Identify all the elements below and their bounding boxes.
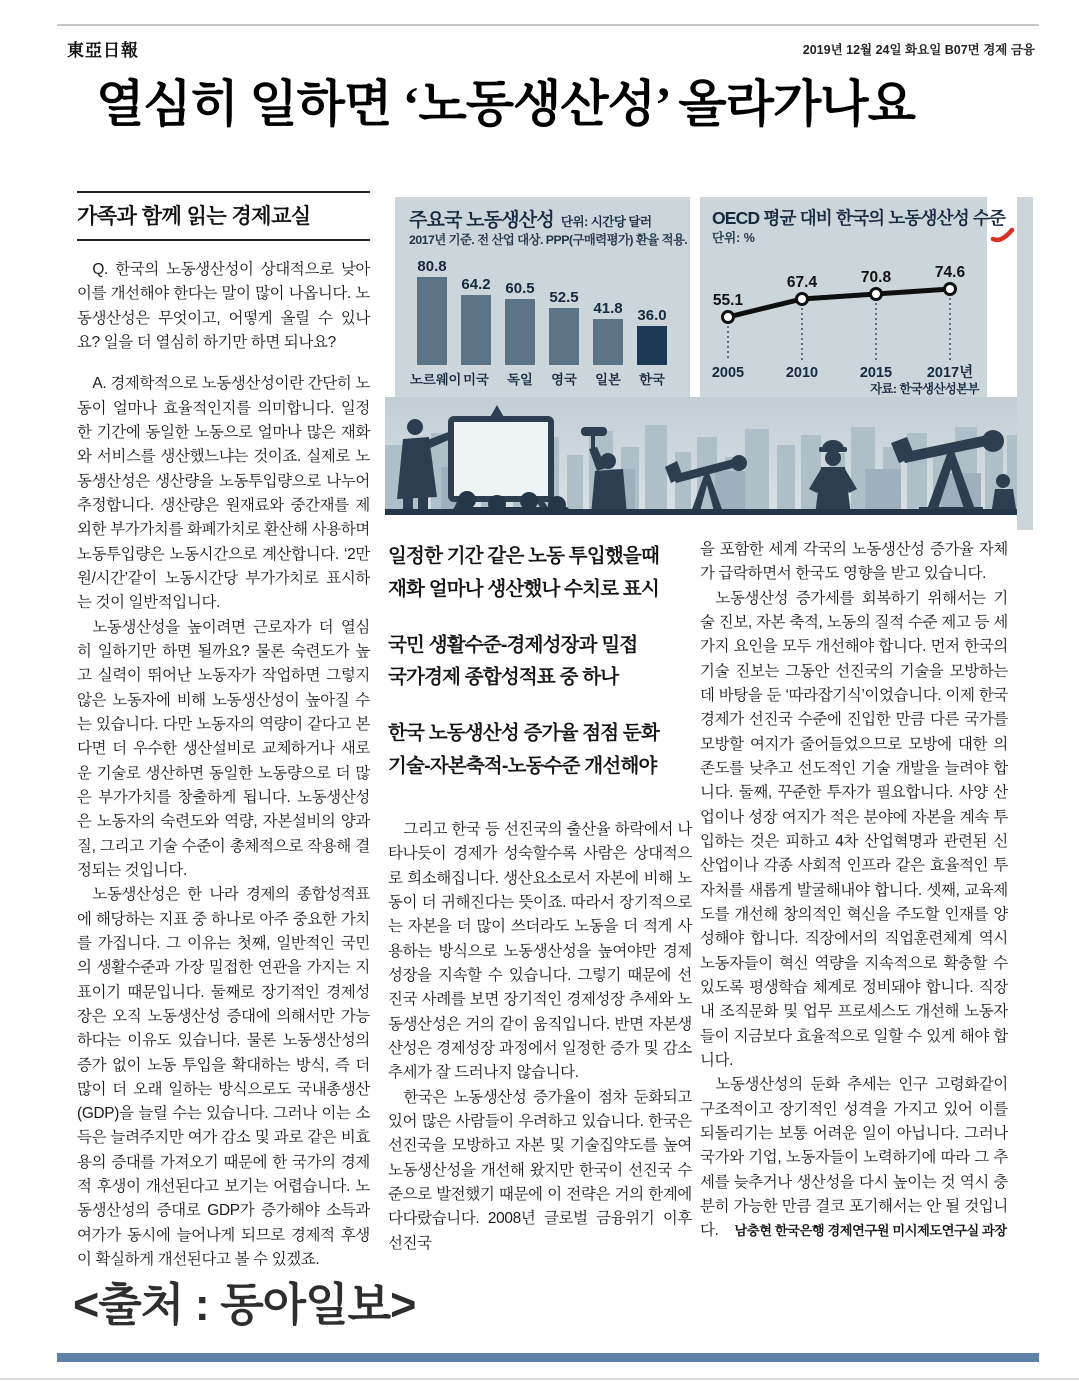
bar-category: 미국 [463, 372, 489, 387]
bar-미국 [461, 295, 491, 365]
bar-영국 [549, 308, 579, 365]
bottom-accent-bar [57, 1353, 1039, 1362]
bar-value: 41.8 [593, 300, 623, 317]
red-pen-mark [990, 226, 1016, 244]
bar-한국 [637, 326, 667, 365]
section-label: 가족과 함께 읽는 경제교실 [77, 205, 311, 228]
paragraph: 노동생산성의 둔화 추세는 인구 고령화같이 구조적이고 장기적인 성격을 가지고 있어 이를 되돌리기는 보통 어려운 일이 아닙니다. 그러나 국가와 기업, 노동자들이 노력하기에 따라 그 추세를 늦추거나 생산성을 다시 높이는 것 역시 충분히 가능한 만큼 결코 포기해서는 안 될 것입니다. 남충현 한국은행 경제연구원 미시제도연구실 과장 [700, 1076, 1008, 1240]
article-column-left [77, 258, 370, 1269]
bar-value: 52.5 [549, 289, 579, 306]
newspaper-masthead: 東亞日報 [67, 41, 139, 60]
workers-cityscape-illustration [385, 397, 1017, 515]
bar-value: 64.2 [461, 276, 491, 293]
source-caption: <출처 : 동아일보> [73, 1279, 416, 1330]
paragraph: 노동생산성을 높이려면 근로자가 더 열심히 일하기만 하면 될까요? 물론 숙련도가 높고 실력이 뛰어난 노동자가 작업하면 그렇지 않은 노동자에 비해 노동생산성이 높아질 수는 있습니다. 다만 노동자의 역량이 같다고 본다면 더 우수한 생산설비로 교체하거나 새로운 기술로 생산하면 동일한 노동량으로 더 많은 부가가치를 창출하게 됩니다. 노동생산성은 노동자의 숙련도와 역량, 자본설비의 양과 질, 그리고 기술 수준이 총체적으로 작용해 결정되는 것입니다. [77, 618, 370, 879]
bar-category: 일본 [595, 372, 621, 387]
paragraph: 한국은 노동생산성 증가율이 점차 둔화되고 있어 많은 사람들이 우려하고 있습니다. 한국은 선진국을 모방하고 자본 및 기술집약도를 높여 노동생산성을 개선해 왔지만 한국이 선진국 수준으로 발전했기 때문에 이 전략은 거의 한계에 다다랐습니다. 2008년 글로벌 금융위기 이후 선진국 [388, 1088, 692, 1252]
paragraph: 노동생산성은 한 나라 경제의 종합성적표에 해당하는 지표 중 하나로 아주 중요한 가치를 가집니다. 그 이유는 첫째, 일반적인 국민의 생활수준과 가장 밀접한 연관을 가지는 지표이기 때문입니다. 둘째로 장기적인 경제성장은 오직 노동생산성 증대에 의해서만 가능하다는 이유도 있습니다. 물론 노동생산성의 증가 없이 노동 투입을 확대하는 방식, 즉 더 많이 더 오래 일하는 방식으로도 국내총생산(GDP)을 늘릴 수는 있습니다. 그러나 이는 소득은 늘려주지만 여가 감소 및 과로 같은 비효용의 증대를 가져오기 때문에 한 국가의 경제적 후생이 개선된다고 보기는 어렵습니다. 노동생산성의 증대로 GDP가 증가해야 소득과 여가가 동시에 늘어나게 되므로 경제적 후생이 확실하게 개선된다고 볼 수 있겠죠. [77, 886, 370, 1269]
bottom-page-rule [0, 1378, 1079, 1380]
bar-노르웨이 [417, 277, 447, 365]
line-chart-title: OECD 평균 대비 한국의 노동생산성 수준 [712, 208, 1006, 228]
paragraph: A. 경제학적으로 노동생산성이란 간단히 노동이 얼마나 효율적인지를 의미합니다. 일정한 기간에 동일한 노동으로 얼마나 많은 재화와 서비스를 생산했느냐는 것이죠. 실제로 노동생산성은 생산량을 노동투입량으로 나누어 추정합니다. 생산량은 원재료와 중간재를 제외한 부가가치를 화폐가치로 환산해 사용하며 노동투입량은 노동시간으로 계산합니다. ‘2만 원/시간’같이 노동시간당 부가가치로 표시하는 것이 일반적입니다. [77, 375, 370, 612]
bar-value: 36.0 [637, 307, 667, 324]
paragraph: 노동생산성 증가세를 회복하기 위해서는 기술 진보, 자본 축적, 노동의 질적 수준 제고 등 세 가지 요인을 모두 개선해야 합니다. 먼저 한국의 기술 진보는 그동안 선진국의 기술을 모방하는 데 바탕을 둔 ‘따라잡기식’이었습니다. 이제 한국 경제가 선진국 수준에 진입한 만큼 다른 국가를 모방할 여지가 줄어들었으므로 모방에 대한 의존도를 낮추고 선도적인 기술 개발을 늘려야 합니다. 둘째, 꾸준한 투자가 필요합니다. 사양 산업이나 성장 여지가 적은 분야에 자본을 계속 투입하는 것은 피하고 4차 산업혁명과 관련된 신산업이나 각종 사회적 인프라 같은 효율적인 투자처를 새롭게 발굴해내야 합니다. 셋째, 교육제도를 개선해 창의적인 혁신을 주도할 인재를 양성해야 합니다. 직장에서의 직업훈련체계 역시 노동자들이 혁신 역량을 지속적으로 확충할 수 있도록 평생학습 체계로 정비돼야 합니다. 직장 내 조직문화 및 업무 프로세스도 개선해 노동자들이 지금보다 효율적으로 일할 수 있게 해야 합니다. [700, 589, 1008, 1069]
line-chart-unit: 단위: % [712, 231, 755, 245]
bar-chart-unit: 단위: 시간당 달러 [560, 215, 652, 229]
svg-text:74.6: 74.6 [934, 264, 966, 281]
svg-text:2015: 2015 [859, 365, 893, 381]
paragraph: 을 포함한 세계 각국의 노동생산성 증가율 자체가 급락하면서 한국도 영향을 받고 있습니다. [700, 541, 1008, 583]
chart-source: 자료: 한국생산성본부 [870, 382, 979, 396]
svg-text:67.4: 67.4 [786, 274, 818, 291]
article-column-right [700, 538, 1008, 1238]
pull-quote: 일정한 기간 같은 노동 투입했을때 재화 얼마나 생산했나 수치로 표시 [388, 545, 659, 600]
bar-value: 60.5 [505, 280, 535, 297]
bar-chart-panel [395, 197, 690, 400]
svg-text:70.8: 70.8 [860, 269, 892, 286]
pull-quote: 한국 노동생산성 증가율 점점 둔화 기술-자본축적-노동수준 개선해야 [388, 722, 659, 777]
bar-category: 영국 [551, 372, 577, 387]
pull-quotes [388, 540, 692, 806]
bar-category: 노르웨이 [410, 372, 462, 387]
top-page-rule [57, 24, 1039, 26]
panel-right-sliver [1017, 197, 1033, 530]
section-box [77, 191, 370, 241]
dateline: 2019년 12월 24일 화요일 B07면 경제 금융 [802, 43, 1035, 57]
headline: 열심히 일하면 ‘노동생산성’ 올라가나요 [96, 76, 915, 132]
svg-text:2017년: 2017년 [926, 365, 974, 381]
bar-일본 [593, 319, 623, 365]
bar-chart-subtitle: 2017년 기준. 전 산업 대상. PPP(구매력평가) 환율 적용. [409, 233, 688, 247]
svg-text:55.1: 55.1 [712, 292, 744, 309]
bar-chart-title: 주요국 노동생산성 단위: 시간당 달러 [409, 210, 652, 231]
bar-value: 80.8 [417, 258, 447, 275]
pull-quote: 국민 생활수준-경제성장과 밀접 국가경제 종합성적표 중 하나 [388, 633, 638, 689]
bar-독일 [505, 299, 535, 365]
svg-text:2005: 2005 [711, 365, 745, 381]
bar-category: 독일 [507, 372, 533, 387]
bar-category: 한국 [639, 372, 665, 387]
article-column-middle [388, 818, 692, 1252]
paragraph: Q. 한국의 노동생산성이 상대적으로 낮아 이를 개선해야 한다는 말이 많이 나옵니다. 노동생산성은 무엇이고, 어떻게 올릴 수 있나요? 일을 더 열심히 하기만 하면 되나요? [77, 261, 370, 351]
byline: 남충현 한국은행 경제연구원 미시제도연구실 과장 [734, 1223, 1007, 1239]
svg-text:2010: 2010 [785, 365, 819, 381]
paragraph: 그리고 한국 등 선진국의 출산율 하락에서 나타나듯이 경제가 성숙할수록 사람은 상대적으로 희소해집니다. 생산요소로서 자본에 비해 노동이 더 귀해진다는 뜻이죠. 따라서 장기적으로는 자본을 더 많이 쓰더라도 노동을 더 적게 사용하는 방식으로 노동생산성을 높여야만 경제성장을 지속할 수 있습니다. 그렇기 때문에 선진국 사례를 보면 장기적인 경제성장 추세와 노동생산성은 거의 같이 움직입니다. 반면 자본생산성은 경제성장 과정에서 일정한 증가 및 감소 추세가 잘 드러나지 않습니다. [388, 821, 692, 1082]
line-chart-panel [700, 197, 1006, 400]
